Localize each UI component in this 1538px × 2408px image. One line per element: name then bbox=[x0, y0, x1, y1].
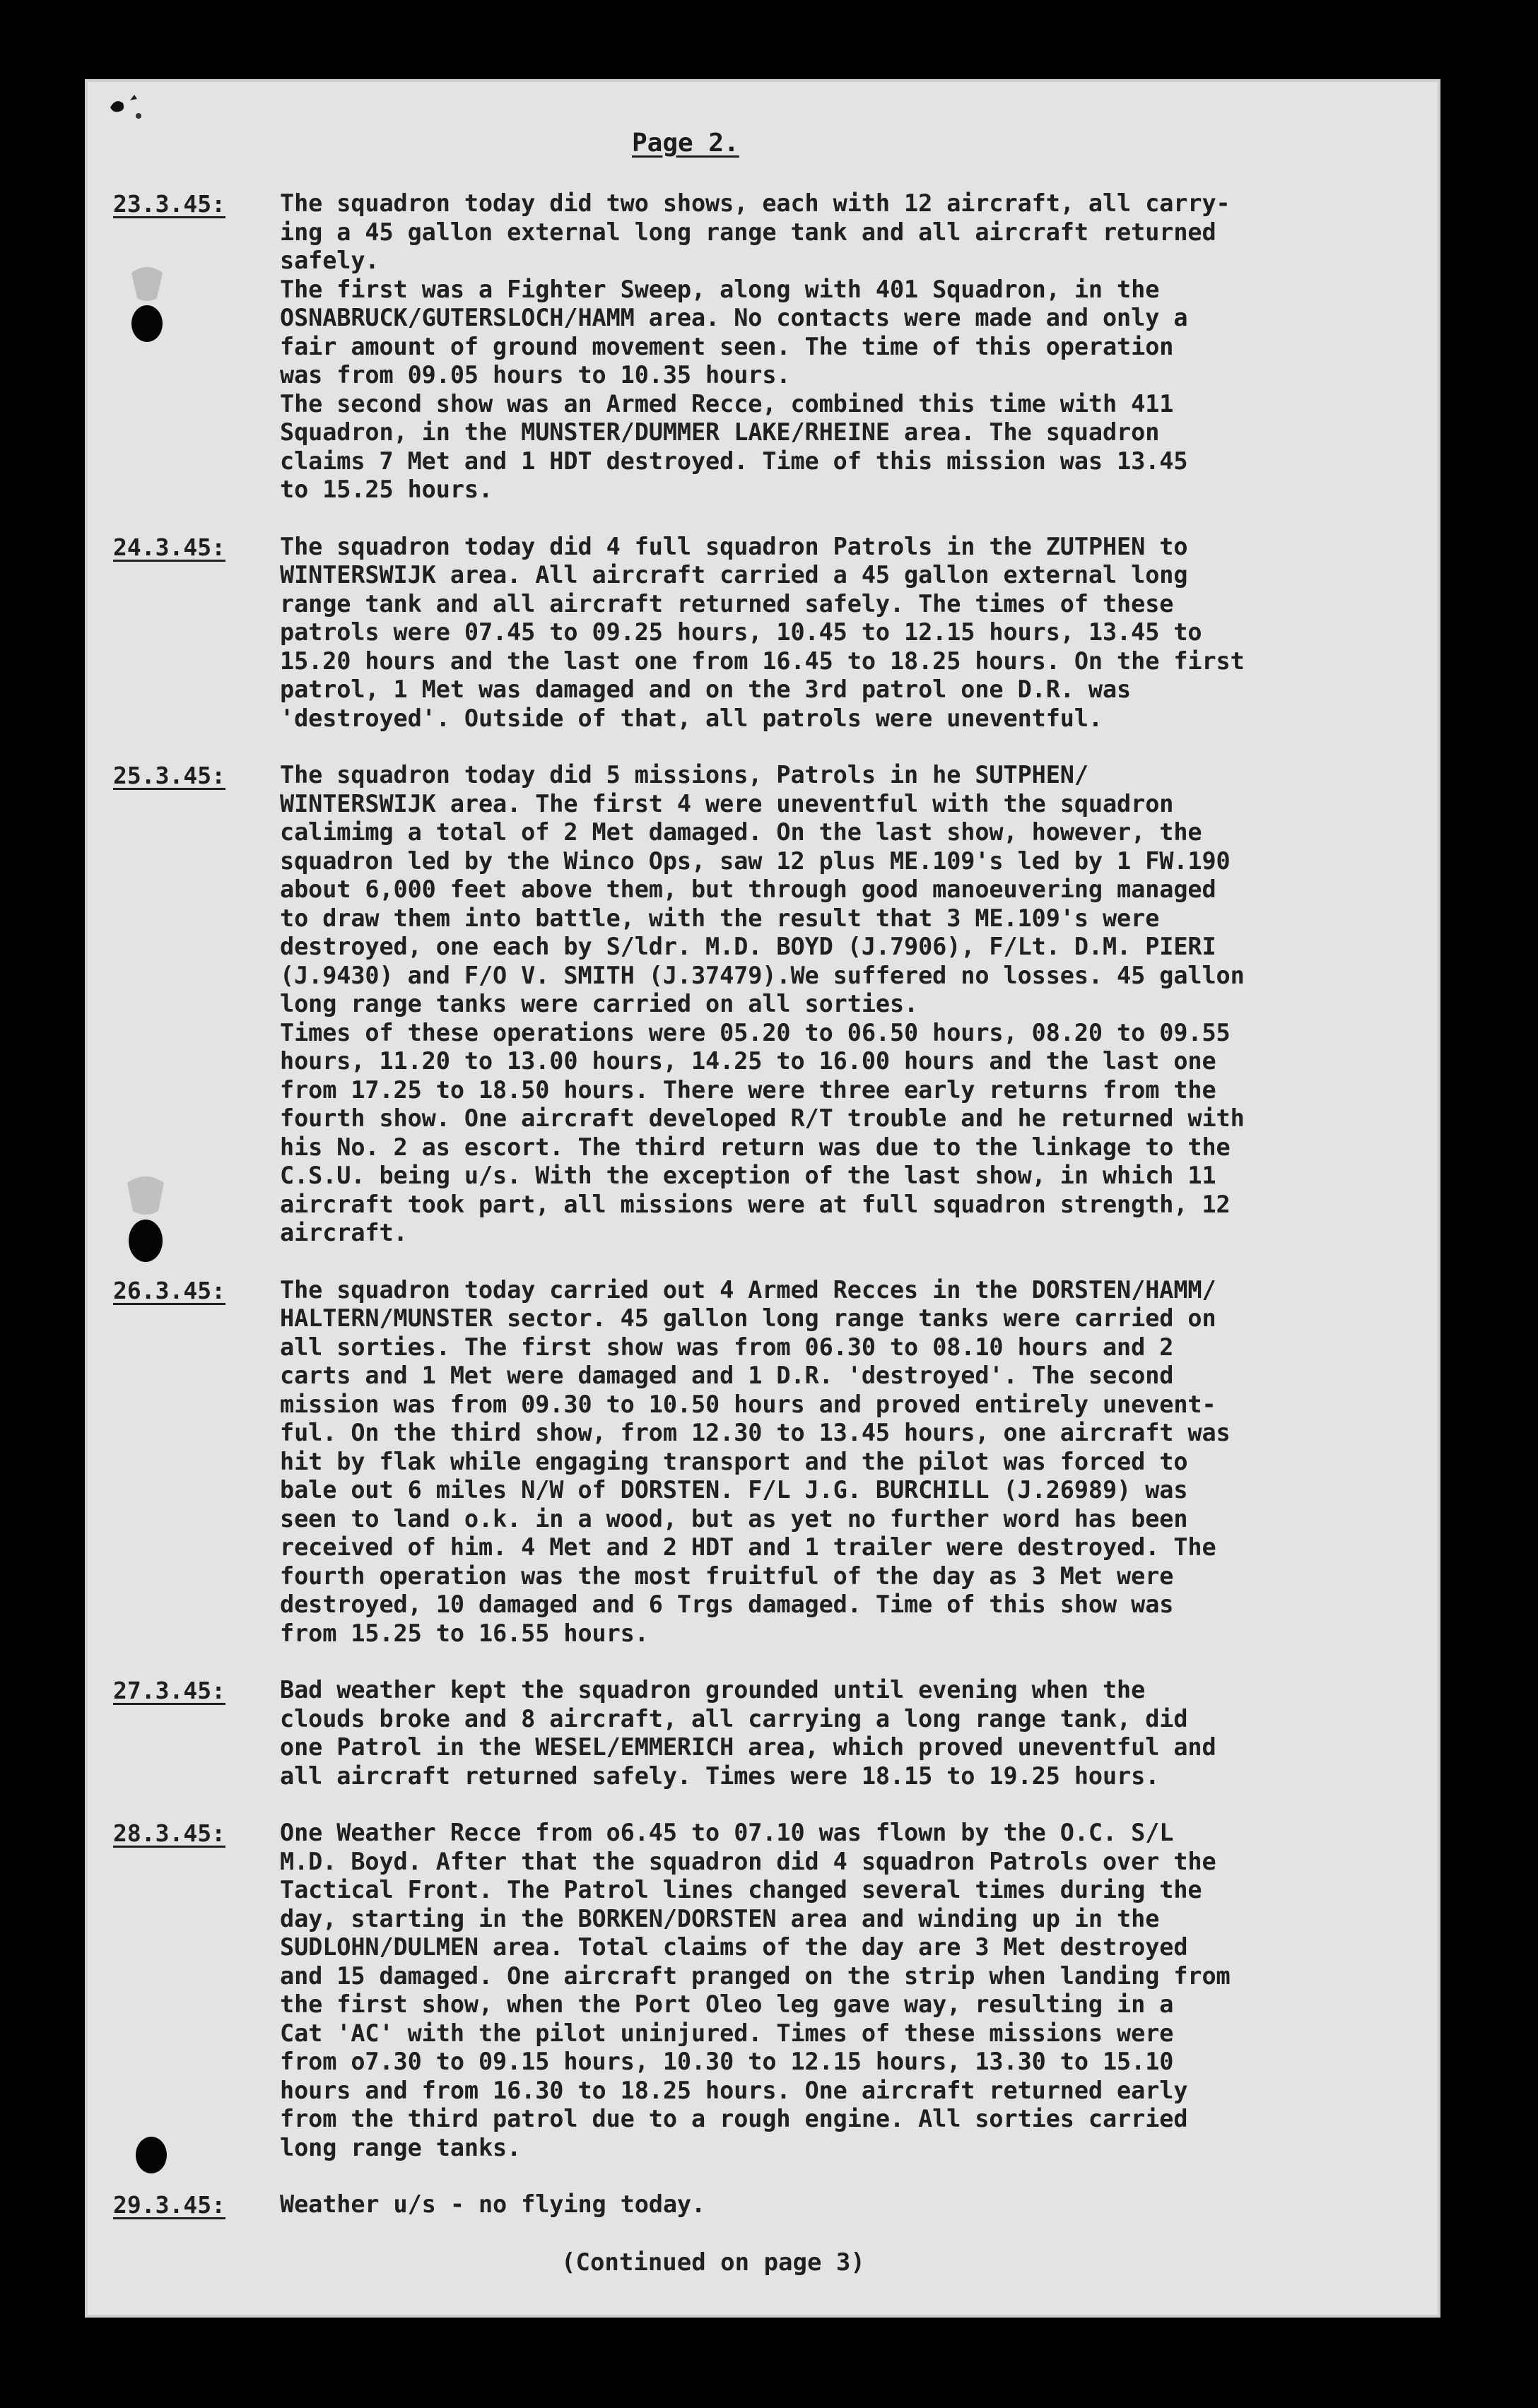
text-line: claims 7 Met and 1 HDT destroyed. Time of this mission was 13.45 bbox=[280, 447, 1188, 475]
entry-date: 23.3.45: bbox=[113, 190, 225, 218]
diary-entry bbox=[113, 1276, 1416, 1648]
text-line: The squadron today did two shows, each with 12 aircraft, all carry- bbox=[280, 189, 1231, 217]
text-line: Cat 'AC' with the pilot uninjured. Times of these missions were bbox=[280, 2019, 1174, 2047]
text-line: ful. On the third show, from 12.30 to 13.45 hours, one aircraft was bbox=[280, 1419, 1231, 1446]
text-line: hours and from 16.30 to 18.25 hours. One aircraft returned early bbox=[280, 2076, 1188, 2104]
text-line: Squadron, in the MUNSTER/DUMMER LAKE/RHEINE area. The squadron bbox=[280, 418, 1160, 446]
entry-text bbox=[280, 761, 1416, 1248]
diary-entry bbox=[113, 2190, 1416, 2219]
text-line: fourth show. One aircraft developed R/T trouble and he returned with bbox=[280, 1104, 1245, 1132]
text-line: and 15 damaged. One aircraft pranged on the strip when landing from bbox=[280, 1961, 1231, 1990]
text-line: fourth operation was the most fruitful of the day as 3 Met were bbox=[280, 1562, 1174, 1590]
text-line: patrol, 1 Met was damaged and on the 3rd patrol one D.R. was bbox=[280, 675, 1132, 703]
text-line: One Weather Recce from o6.45 to 07.10 was flown by the O.C. S/L bbox=[280, 1819, 1174, 1846]
text-line: The squadron today did 5 missions, Patrols in he SUTPHEN/ bbox=[280, 761, 1088, 789]
diary-entry bbox=[113, 1819, 1416, 2162]
diary-entry bbox=[113, 189, 1416, 504]
text-line: SUDLOHN/DULMEN area. Total claims of the day are 3 Met destroyed bbox=[280, 1933, 1188, 1961]
entry-date: 28.3.45: bbox=[113, 1819, 225, 1847]
text-line: received of him. 4 Met and 2 HDT and 1 trailer were destroyed. The bbox=[280, 1533, 1216, 1561]
text-line: from 15.25 to 16.55 hours. bbox=[280, 1619, 649, 1647]
text-line: safely. bbox=[280, 247, 380, 274]
text-line: 'destroyed'. Outside of that, all patrols were uneventful. bbox=[280, 704, 1103, 732]
text-line: aircraft took part, all missions were at full squadron strength, 12 bbox=[280, 1190, 1231, 1218]
text-line: WINTERSWIJK area. All aircraft carried a 45 gallon external long bbox=[280, 561, 1188, 589]
text-line: Weather u/s - no flying today. bbox=[280, 2190, 706, 2218]
text-line: The squadron today carried out 4 Armed Recces in the DORSTEN/HAMM/ bbox=[280, 1275, 1216, 1304]
text-line: to draw them into battle, with the result that 3 ME.109's were bbox=[280, 904, 1160, 932]
corner-smudge-mark bbox=[96, 88, 160, 130]
text-line: carts and 1 Met were damaged and 1 D.R. 'destroyed'. The second bbox=[280, 1362, 1174, 1389]
text-line: (J.9430) and F/O V. SMITH (J.37479).We suffered no losses. 45 gallon bbox=[280, 961, 1245, 989]
entry-date: 25.3.45: bbox=[113, 762, 225, 789]
text-line: calimimg a total of 2 Met damaged. On the last show, however, the bbox=[280, 818, 1202, 846]
text-line: all sorties. The first show was from 06.30 to 08.10 hours and 2 bbox=[280, 1333, 1174, 1361]
entry-text bbox=[280, 1276, 1416, 1648]
text-line: long range tanks. bbox=[280, 2133, 522, 2161]
text-line: squadron led by the Winco Ops, saw 12 plus ME.109's led by 1 FW.190 bbox=[280, 846, 1231, 875]
text-line: to 15.25 hours. bbox=[280, 476, 493, 503]
entry-date: 29.3.45: bbox=[113, 2191, 225, 2219]
text-line: The second show was an Armed Recce, combined this time with 411 bbox=[280, 389, 1174, 418]
entry-text bbox=[280, 189, 1416, 504]
text-line: Tactical Front. The Patrol lines changed several times during the bbox=[280, 1876, 1202, 1904]
diary-entries bbox=[113, 189, 1416, 2248]
document-page bbox=[85, 79, 1440, 2318]
text-line: fair amount of ground movement seen. The time of this operation bbox=[280, 332, 1174, 360]
text-line: about 6,000 feet above them, but through good manoeuvering managed bbox=[280, 875, 1216, 903]
text-line: one Patrol in the WESEL/EMMERICH area, which proved uneventful and bbox=[280, 1733, 1216, 1761]
text-line: destroyed, one each by S/ldr. M.D. BOYD (J.7906), F/Lt. D.M. PIERI bbox=[280, 933, 1216, 960]
text-line: clouds broke and 8 aircraft, all carrying a long range tank, did bbox=[280, 1704, 1188, 1733]
text-line: WINTERSWIJK area. The first 4 were uneventful with the squadron bbox=[280, 789, 1174, 818]
text-line: range tank and all aircraft returned safely. The times of these bbox=[280, 589, 1174, 618]
entry-date: 24.3.45: bbox=[113, 533, 225, 561]
text-line: 15.20 hours and the last one from 16.45 to 18.25 hours. On the first bbox=[280, 647, 1245, 675]
text-line: M.D. Boyd. After that the squadron did 4 squadron Patrols over the bbox=[280, 1847, 1216, 1875]
text-line: The first was a Fighter Sweep, along with 401 Squadron, in the bbox=[280, 275, 1160, 303]
text-line: hit by flak while engaging transport and the pilot was forced to bbox=[280, 1447, 1188, 1475]
text-line: was from 09.05 hours to 10.35 hours. bbox=[280, 361, 791, 389]
text-line: patrols were 07.45 to 09.25 hours, 10.45 to 12.15 hours, 13.45 to bbox=[280, 618, 1202, 646]
text-line: the first show, when the Port Oleo leg gave way, resulting in a bbox=[280, 1990, 1174, 2018]
text-line: all aircraft returned safely. Times were 18.15 to 19.25 hours. bbox=[280, 1761, 1160, 1790]
entry-date: 27.3.45: bbox=[113, 1677, 225, 1704]
diary-entry bbox=[113, 761, 1416, 1248]
text-line: mission was from 09.30 to 10.50 hours and proved entirely unevent- bbox=[280, 1390, 1216, 1418]
text-line: Times of these operations were 05.20 to 06.50 hours, 08.20 to 09.55 bbox=[280, 1018, 1231, 1046]
text-line: day, starting in the BORKEN/DORSTEN area and winding up in the bbox=[280, 1904, 1160, 1932]
entry-date: 26.3.45: bbox=[113, 1276, 225, 1304]
text-line: from 17.25 to 18.50 hours. There were three early returns from the bbox=[280, 1075, 1216, 1104]
entry-text bbox=[280, 1676, 1416, 1790]
text-line: seen to land o.k. in a wood, but as yet no further word has been bbox=[280, 1504, 1188, 1533]
text-line: destroyed, 10 damaged and 6 Trgs damaged. Time of this show was bbox=[280, 1590, 1174, 1618]
text-line: his No. 2 as escort. The third return was due to the linkage to the bbox=[280, 1133, 1231, 1161]
entry-text bbox=[280, 1819, 1416, 2162]
diary-entry bbox=[113, 1676, 1416, 1790]
text-line: Bad weather kept the squadron grounded until evening when the bbox=[280, 1676, 1146, 1704]
text-line: ing a 45 gallon external long range tank and all aircraft returned bbox=[280, 218, 1216, 246]
text-line: from the third patrol due to a rough engine. All sorties carried bbox=[280, 2105, 1188, 2132]
continued-footer: (Continued on page 3) bbox=[561, 2248, 865, 2277]
entry-text bbox=[280, 2190, 1416, 2219]
text-line: hours, 11.20 to 13.00 hours, 14.25 to 16.00 hours and the last one bbox=[280, 1047, 1216, 1075]
text-line: aircraft. bbox=[280, 1219, 408, 1246]
text-line: bale out 6 miles N/W of DORSTEN. F/L J.G. BURCHILL (J.26989) was bbox=[280, 1476, 1188, 1504]
text-line: HALTERN/MUNSTER sector. 45 gallon long range tanks were carried on bbox=[280, 1304, 1216, 1332]
text-line: from o7.30 to 09.15 hours, 10.30 to 12.15 hours, 13.30 to 15.10 bbox=[280, 2048, 1174, 2075]
text-line: The squadron today did 4 full squadron Patrols in the ZUTPHEN to bbox=[280, 532, 1188, 560]
text-line: OSNABRUCK/GUTERSLOCH/HAMM area. No contacts were made and only a bbox=[280, 304, 1188, 331]
diary-entry bbox=[113, 533, 1416, 733]
text-line: C.S.U. being u/s. With the exception of the last show, in which 11 bbox=[280, 1162, 1216, 1189]
page-title: Page 2. bbox=[632, 129, 739, 158]
text-line: long range tanks were carried on all sorties. bbox=[280, 990, 919, 1017]
entry-text bbox=[280, 533, 1416, 733]
